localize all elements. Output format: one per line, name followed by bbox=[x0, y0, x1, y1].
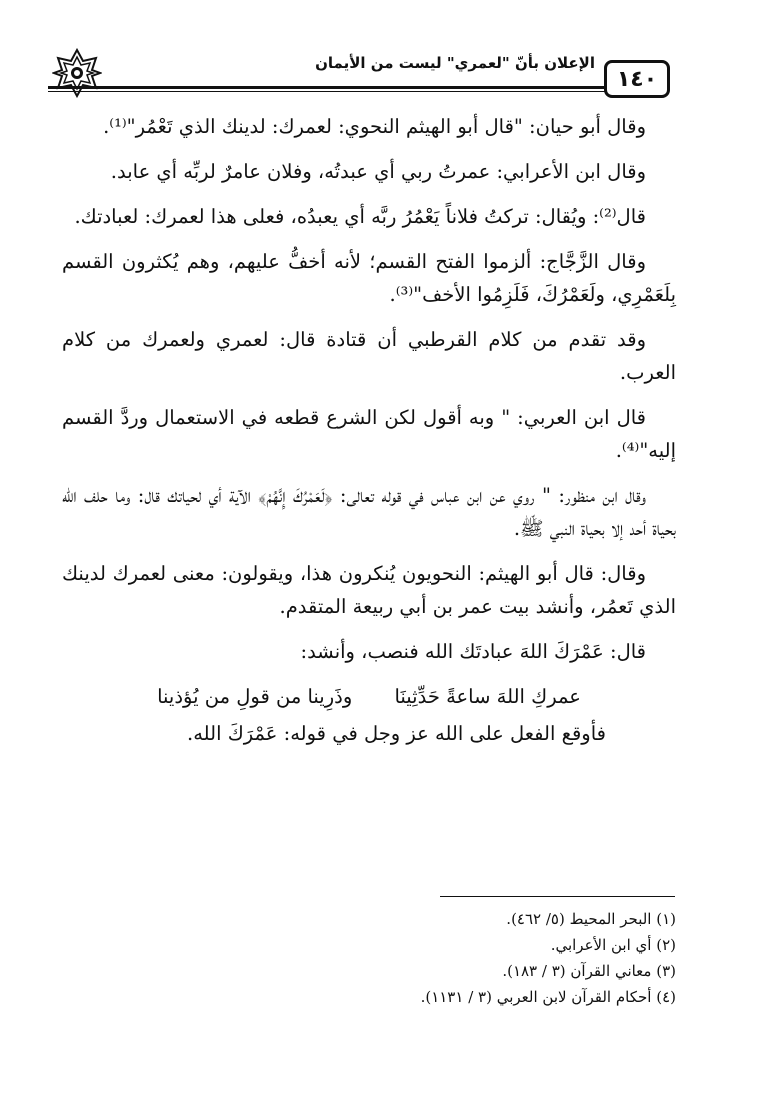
footnote: (٤) أحكام القرآن لابن العربي (٣ / ١١٣١). bbox=[420, 988, 676, 1006]
running-title: الإعلان بأنّ "لعمري" ليست من الأيمان bbox=[315, 54, 595, 72]
main-text bbox=[62, 110, 676, 762]
poem-hemistich-right: عمركِ اللهَ ساعةً حَدِّثِينَا bbox=[394, 685, 581, 708]
footnote: (٣) معاني القرآن (٣ / ١٨٣). bbox=[502, 962, 676, 980]
footnotes bbox=[300, 906, 676, 1010]
paragraph: وقال: قال أبو الهيثم: النحويون يُنكرون هذا، ويقولون: معنى لعمرك لدينك الذي تَعمُر، وأنشد بيت عمر بن أبي ربيعة المتقدم. bbox=[62, 562, 676, 618]
paragraph: قال ابن العربي: " وبه أقول لكن الشرع قطعه في الاستعمال وردَّ القسم إليه"⁽⁴⁾. bbox=[62, 406, 676, 462]
poem-verse bbox=[62, 680, 676, 713]
paragraph: وقال الزَّجَّاج: ألزموا الفتح القسم؛ لأنه أخفُّ عليهم، وهم يُكثرون القسم بِلَعَمْرِي، ولَعَمْرُكَ، فَلَزِمُوا الأخف"⁽³⁾. bbox=[62, 250, 676, 306]
page-header bbox=[48, 48, 670, 100]
paragraph: وقال ابن الأعرابي: عمرتُ ربي أي عبدتُه، وفلان عامرٌ لربِّه أي عابد. bbox=[110, 160, 646, 183]
footnote: (٢) أي ابن الأعرابي. bbox=[550, 936, 676, 954]
header-rule bbox=[48, 86, 626, 89]
footnote-separator bbox=[440, 896, 675, 897]
header-rule-thin bbox=[48, 91, 626, 92]
paragraph: وقال أبو حيان: "قال أبو الهيثم النحوي: لعمرك: لدينك الذي تَعْمُر"⁽¹⁾. bbox=[103, 115, 646, 138]
page-number: ١٤٠ bbox=[604, 60, 670, 98]
footnote: (١) البحر المحيط (٥/ ٤٦٢). bbox=[506, 910, 676, 928]
poem-hemistich-left: وذَرِينا من قولِ من يُؤذينا bbox=[157, 685, 353, 708]
paragraph: قال⁽²⁾: ويُقال: تركتُ فلاناً يَعْمُرُ ربَّه أي يعبدُه، فعلى هذا لعمرك: لعبادتك. bbox=[74, 205, 646, 228]
paragraph: وقد تقدم من كلام القرطبي أن قتادة قال: لعمري ولعمرك من كلام العرب. bbox=[62, 328, 676, 384]
paragraph: قال: عَمْرَكَ اللهَ عبادتَك الله فنصب، وأنشد: bbox=[300, 640, 646, 663]
paragraph-last: فأوقع الفعل على الله عز وجل في قوله: عَمْرَكَ الله. bbox=[187, 722, 606, 745]
paragraph: وقال ابن منظور: " روي عن ابن عباس في قوله تعالى: ﴿لَعَمْرُكَ إِنَّهُمْ﴾ الآية أي لحياتك قال: وما حلف الله بحياة أحد إلا بحياة النبي ﷺ. bbox=[62, 484, 676, 540]
